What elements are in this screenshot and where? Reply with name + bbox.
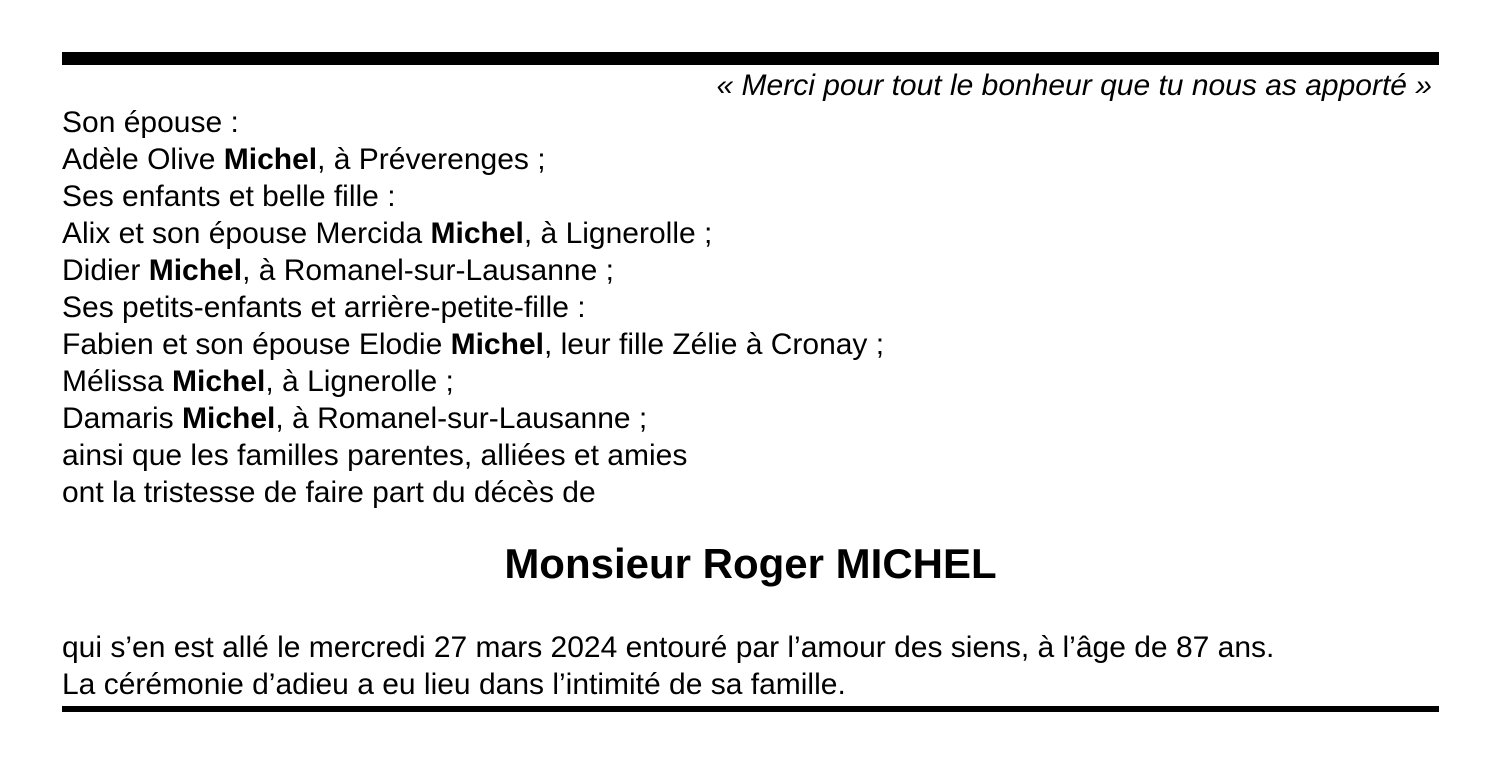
family-surname: Michel [223, 143, 318, 176]
family-line [62, 289, 1439, 326]
top-rule [62, 52, 1439, 65]
family-line [62, 437, 1439, 474]
family-surname: Michel [172, 365, 266, 398]
family-line [62, 326, 1439, 363]
family-line-text: ainsi que les familles parentes, alliées et amies [62, 439, 688, 472]
deceased-name-title: Monsieur Roger MICHEL [504, 540, 997, 587]
family-line-suffix: , à Romanel-sur-Lausanne ; [275, 402, 648, 435]
family-line [62, 178, 1439, 215]
family-line [62, 252, 1439, 289]
family-line [62, 104, 1439, 141]
family-line-text: Ses petits-enfants et arrière-petite-fille : [62, 291, 586, 324]
family-line-text: Mélissa [62, 365, 173, 398]
family-line-suffix: , à Lignerolle ; [523, 217, 713, 250]
family-line-suffix: , à Romanel-sur-Lausanne ; [242, 254, 614, 287]
family-line-text: Adèle Olive [62, 143, 224, 176]
closing-paragraph [62, 629, 1439, 703]
family-line [62, 363, 1439, 400]
family-line [62, 141, 1439, 178]
family-line-suffix: , leur fille Zélie à Cronay ; [543, 328, 885, 361]
family-line-text: Damaris [62, 402, 183, 435]
bottom-rule [62, 706, 1439, 712]
family-surname: Michel [430, 217, 524, 250]
family-surname: Michel [450, 328, 544, 361]
family-line-text: ont la tristesse de faire part du décès de [62, 476, 596, 509]
family-list [62, 104, 1439, 511]
family-line-text: Son épouse : [62, 106, 239, 139]
family-line-text: Alix et son épouse Mercida [62, 217, 431, 250]
family-line-text: Fabien et son épouse Elodie [62, 328, 451, 361]
family-line-text: Didier [62, 254, 149, 287]
family-line [62, 400, 1439, 437]
family-surname: Michel [148, 254, 243, 287]
closing-line: La cérémonie d’adieu a eu lieu dans l’intimité de sa famille. [62, 668, 846, 701]
family-surname: Michel [182, 402, 276, 435]
memorial-quote: « Merci pour tout le bonheur que tu nous as apporté » [716, 69, 1432, 102]
family-line [62, 474, 1439, 511]
family-line-suffix: , à Préverenges ; [317, 143, 546, 176]
notice-content [62, 52, 1439, 712]
family-line [62, 215, 1439, 252]
family-line-suffix: , à Lignerolle ; [265, 365, 454, 398]
family-line-text: Ses enfants et belle fille : [62, 180, 396, 213]
closing-line: qui s’en est allé le mercredi 27 mars 2024 entouré par l’amour des siens, à l’âge de 87 ans. [62, 631, 1275, 664]
